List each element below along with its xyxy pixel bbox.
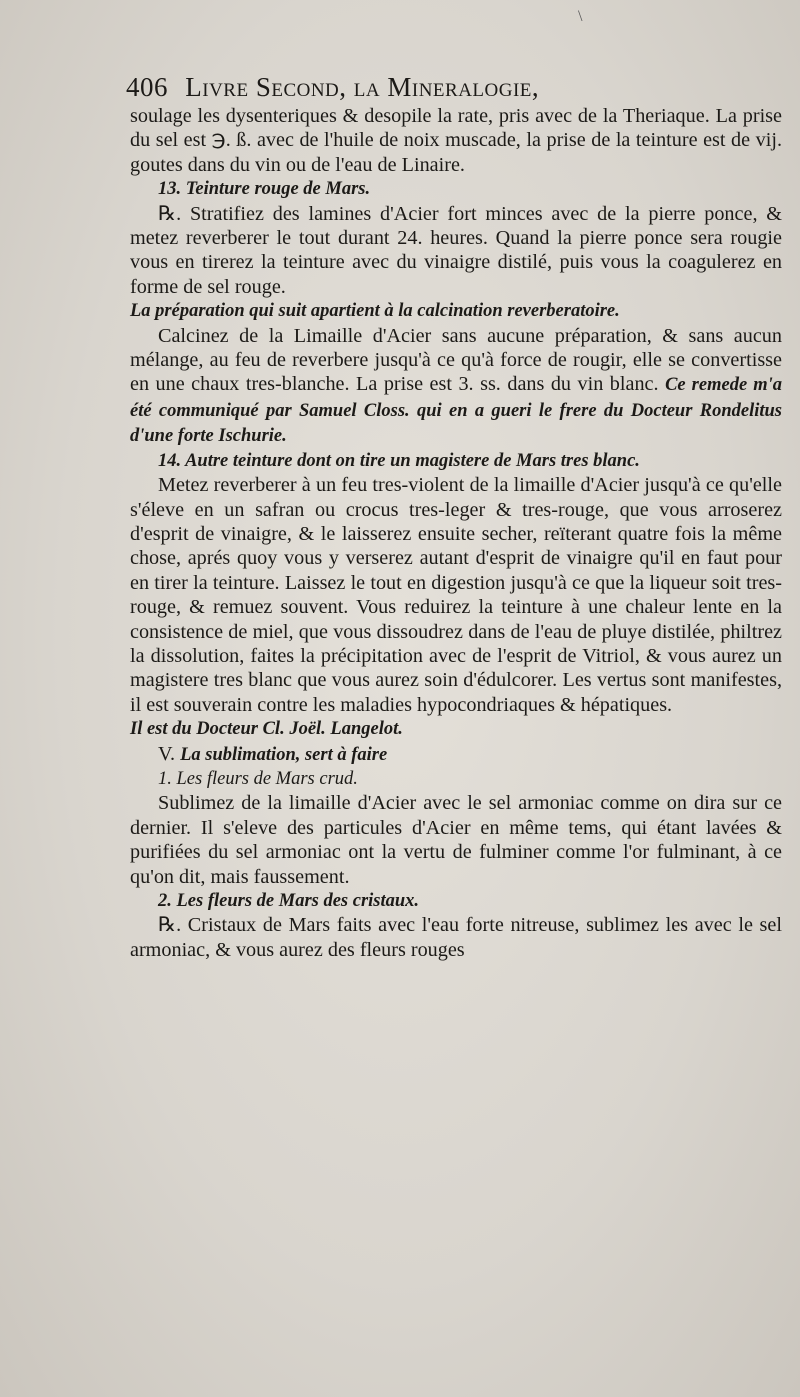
page-number: 406 xyxy=(126,72,168,102)
paragraph-sublimez: Sublimez de la limaille d'Acier avec le sel armoniac comme on dira sur ce dernier. Il s'eleve des particules d'Acier en même tems, qui étant lavées & purifiées du sel armoniac ont la vertu de fulminer comme l'or fulminant, à ce qu'on dit, mais faussement. xyxy=(130,792,782,888)
heading-teinture-rouge: 13. Teinture rouge de Mars. xyxy=(158,179,371,200)
note-preparation: La préparation qui suit apartient à la calcination reverberatoire. xyxy=(130,301,620,322)
paragraph-cristaux: ℞. Cristaux de Mars faits avec l'eau forte nitreuse, sublimez les avec le sel armoniac, & vous aurez des fleurs rouges xyxy=(130,914,782,961)
page-body xyxy=(130,104,782,962)
section-numeral: V. xyxy=(158,742,176,765)
attribution-langelot: Il est du Docteur Cl. Joël. Langelot. xyxy=(130,719,403,740)
running-header xyxy=(126,70,782,104)
paragraph-metez: Metez reverberer à un feu tres-violent de la limaille d'Acier jusqu'à ce qu'elle s'éleve en un safran ou crocus tres-leger & tres-rouge, que vous arroserez d'esprit de vinaigre, & le laisserez ensuite secher, reïterant quatre fois la même chose, aprés quoy vous y verserez autant d'esprit de vinaigre qu'il en faut pour en tirer la teinture. Laissez le tout en digestion jusqu'à ce que la liqueur soit tres-rouge, & remuez souvent. Vous reduirez la teinture à une chaleur lente en la consistence de miel, que vous dissoudrez dans de l'eau de pluye distilée, philtrez la dissolution, faites la précipitation avec de l'esprit de Vitriol, & vous aurez un magistere tres blanc que vous aurez soin d'édulcorer. Les vertus sont manifestes, il est souverain contre les maladies hypocondriaques & hépatiques. xyxy=(130,474,782,716)
page-speck: \ xyxy=(578,8,583,25)
section-title: La sublimation, sert à faire xyxy=(180,744,388,765)
heading-autre-teinture: 14. Autre teinture dont on tire un magistere de Mars tres blanc. xyxy=(158,450,640,471)
paragraph-calcinez xyxy=(130,324,782,449)
heading-fleurs-cristaux: 2. Les fleurs de Mars des cristaux. xyxy=(158,891,420,911)
paragraph-theriaque: soulage les dysenteriques & desopile la rate, pris avec de la Theriaque. La prise du sel est ℈. ß. avec de l'huile de noix muscade, la prise de la teinture est de vij. goutes dans du vin ou de l'eau de Linaire. xyxy=(130,105,782,176)
paragraph-stratifiez: ℞. Stratifiez des lamines d'Acier fort minces avec de la pierre ponce, & metez reverberer le tout durant 24. heures. Quand la pierre ponce sera rougie vous en tirerez la teinture avec du vinaigre distilé, puis vous la coagulerez en forme de sel rouge. xyxy=(130,202,782,298)
running-title: Livre Second, la Mineralogie, xyxy=(185,72,540,102)
heading-sublimation xyxy=(130,742,782,767)
calcinez-text: Calcinez de la Limaille d'Acier sans aucune préparation, & sans aucun mélange, au feu de reverbere jusqu'à ce qu'à force de rougir, elle se convertisse en une chaux tres-blanche. La prise est 3. ss. dans du vin blanc. xyxy=(130,324,782,396)
calcinez-attribution: Ce remede m'a été communiqué par Samuel Closs. qui en a gueri le frere du Docteur Rondelitus d'une forte Ischurie. xyxy=(130,375,782,447)
heading-fleurs-crud: 1. Les fleurs de Mars crud. xyxy=(158,768,358,789)
